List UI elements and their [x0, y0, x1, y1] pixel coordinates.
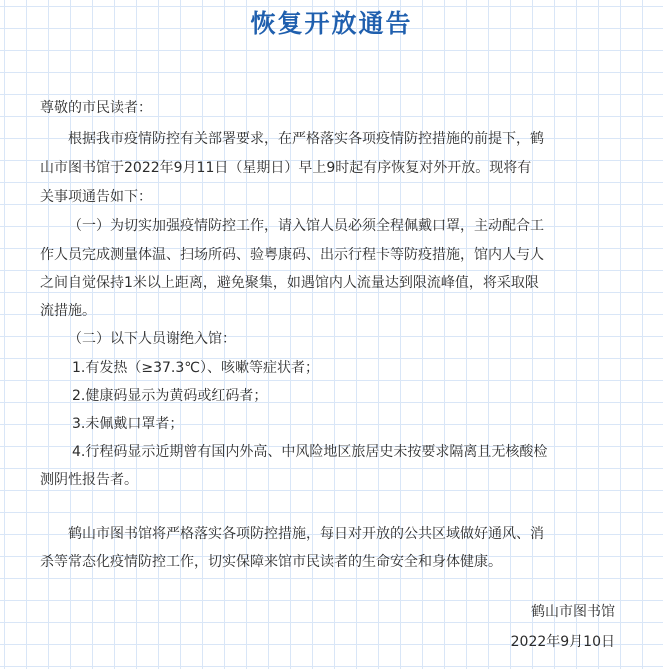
signature-org: 鹤山市图书馆 — [531, 604, 615, 620]
greeting: 尊敬的市民读者： — [40, 100, 152, 116]
item1-line-3: 之间自觉保持1米以上距离，避免聚集，如遇馆内人流量达到限流峰值，将采取限 — [40, 275, 539, 291]
item1-line-4: 流措施。 — [40, 303, 96, 319]
closing-line-1: 鹤山市图书馆将严格落实各项防控措施，每日对开放的公共区域做好通风、消 — [68, 526, 544, 542]
intro-line-1: 根据我市疫情防控有关部署要求，在严格落实各项疫情防控措施的前提下，鹤 — [68, 131, 544, 147]
item2-sub-3: 3.未佩戴口罩者； — [72, 416, 184, 432]
signature-date: 2022年9月10日 — [510, 634, 615, 650]
item2-sub-4-line-1: 4.行程码显示近期曾有国内外高、中风险地区旅居史未按要求隔离且无核酸检 — [72, 444, 548, 460]
item1-line-1: （一）为切实加强疫情防控工作，请入馆人员必须全程佩戴口罩，主动配合工 — [68, 218, 544, 234]
item1-line-2: 作人员完成测量体温、扫场所码、验粤康码、出示行程卡等防疫措施，馆内人与人 — [40, 247, 544, 263]
notice-title: 恢复开放通告 — [250, 9, 413, 38]
intro-line-3: 关事项通告如下： — [40, 189, 152, 205]
closing-line-2: 杀等常态化疫情防控工作，切实保障来馆市民读者的生命安全和身体健康。 — [40, 554, 502, 570]
intro-line-2: 山市图书馆于2022年9月11日（星期日）早上9时起有序恢复对外开放。现将有 — [40, 160, 532, 176]
item2-sub-1: 1.有发热（≥37.3℃）、咳嗽等症状者； — [72, 360, 319, 376]
item2-sub-4-line-2: 测阴性报告者。 — [40, 472, 138, 488]
item2-heading: （二）以下人员谢绝入馆： — [68, 331, 236, 347]
item2-sub-2: 2.健康码显示为黄码或红码者； — [72, 388, 268, 404]
